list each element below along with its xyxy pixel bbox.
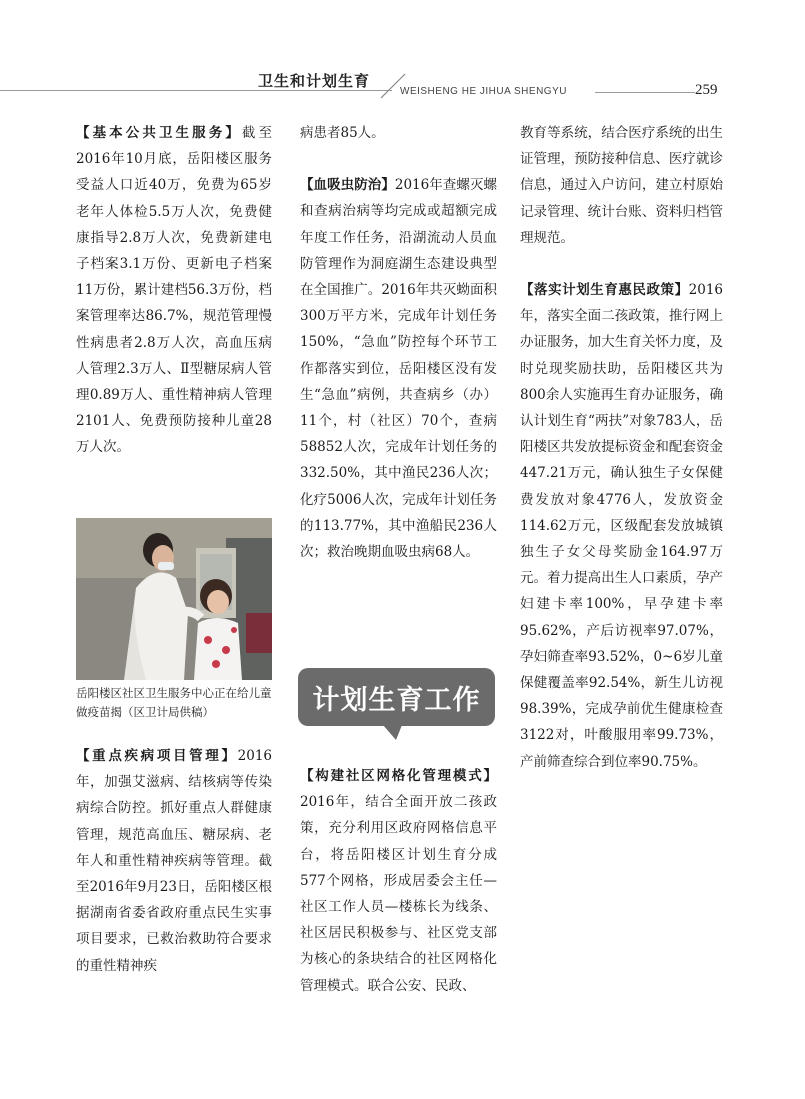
paragraph-key-diseases bbox=[76, 743, 272, 979]
paragraph-continuation: 教育等系统，结合医疗系统的出生证管理，预防接种信息、医疗就诊信息，通过入户访问，建立村原始记录管理、统计台账、资料归档管理规范。 bbox=[520, 125, 723, 246]
header-rule-right bbox=[595, 92, 695, 93]
column-1-bottom bbox=[76, 743, 272, 979]
paragraph-benefit-policy bbox=[520, 277, 723, 775]
paragraph-continuation: 病患者85人。 bbox=[300, 125, 385, 141]
paragraph-body: 2016年，落实全面二孩政策，推行网上办证服务，加大生育关怀力度，及时兑现奖励扶助，岳阳楼区共为800余人实施再生育办证服务，确认计划生育“两扶”对象783人，岳阳楼区共发放提标资金和配套资金447.21万元，确认独生子女保健费发放对象4776人，发放资金114.62万元，区级配套发放城镇独生子女父母奖励金164.97万元。着力提高出生人口素质，孕产妇建卡率100%，早孕建卡率95.62%，产后访视率97.07%，孕妇筛查率93.52%，0~6岁儿童保健覆盖率92.54%，新生儿访视98.39%，完成孕前优生健康检查3122对，叶酸服用率99.73%，产前筛查综合到位率90.75%。 bbox=[520, 282, 723, 770]
column-1-top bbox=[76, 120, 272, 461]
column-2-bottom bbox=[300, 763, 497, 999]
paragraph-heading: 【落实计划生育惠民政策】 bbox=[520, 282, 689, 299]
paragraph-heading: 【构建社区网格化管理模式】 bbox=[300, 768, 497, 784]
section-title: 卫生和计划生育 bbox=[258, 72, 371, 90]
page-number: 259 bbox=[695, 82, 718, 98]
section-title-en: WEISHENG HE JIHUA SHENGYU bbox=[400, 86, 567, 97]
paragraph-heading: 【血吸虫防治】 bbox=[300, 177, 395, 194]
paragraph-body: 截至2016年10月底，岳阳楼区服务受益人口近40万，免费为65岁老年人体检5.5万人次，免费健康指导2.8万人次，免费新建电子档案3.1万份、更新电子档案11万份，累计建档56.3万份，档案管理率达86.7%，规范管理慢性病患者2.8万人次，高血压病人管理2.3万人、Ⅱ型糖尿病人管理0.89万人、重性精神病人管理2101人、免费预防接种儿童28万人次。 bbox=[76, 125, 273, 456]
paragraph-heading: 【重点疾病项目管理】 bbox=[76, 748, 238, 764]
column-2-top bbox=[300, 120, 497, 565]
paragraph-basic-public-health bbox=[76, 120, 272, 461]
photo-vaccination bbox=[76, 518, 272, 680]
section-banner bbox=[298, 668, 495, 742]
paragraph-body: 2016年，结合全面开放二孩政策，充分利用区政府网格信息平台，将岳阳楼区计划生育分成577个网格，形成居委会主任—社区工作人员—楼栋长为线条、社区居民积极参与、社区党支部为核心的条块结合的社区网格化管理模式。联合公安、民政、 bbox=[300, 794, 497, 994]
photo-caption: 岳阳楼区社区卫生服务中心正在给儿童做疫苗揭（区卫计局供稿） bbox=[76, 686, 272, 719]
vaccination-photo-illustration bbox=[76, 518, 272, 680]
column-3 bbox=[520, 120, 723, 775]
paragraph-body: 2016年，加强艾滋病、结核病等传染病综合防控。抓好重点人群健康管理，规范高血压、糖尿病、老年人和重性精神疾病等管理。截至2016年9月23日，岳阳楼区根据湖南省委省政府重点民生实事项目要求，已救治救助符合要求的重性精神疾 bbox=[76, 748, 272, 974]
paragraph-body: 2016年查螺灭螺和查病治病等均完成或超额完成年度工作任务，沿湖流动人员血防管理作为洞庭湖生态建设典型在全国推广。2016年共灭蚴面积300万平方米，完成年计划任务150%，“急血”防控每个环节工作都落实到位，岳阳楼区没有发生“急血”病例，共查病乡（办）11个，村（社区）70个，查病58852人次，完成年计划任务的332.50%，其中渔民236人次；化疗5006人次，完成年计划任务的113.77%，其中渔船民236人次；救治晚期血吸虫病68人。 bbox=[300, 177, 497, 561]
page-header bbox=[0, 0, 805, 100]
paragraph-schistosomiasis bbox=[300, 172, 497, 565]
paragraph-heading: 【基本公共卫生服务】 bbox=[76, 125, 242, 141]
banner-title: 计划生育工作 bbox=[312, 685, 481, 716]
paragraph-community-grid bbox=[300, 763, 497, 999]
